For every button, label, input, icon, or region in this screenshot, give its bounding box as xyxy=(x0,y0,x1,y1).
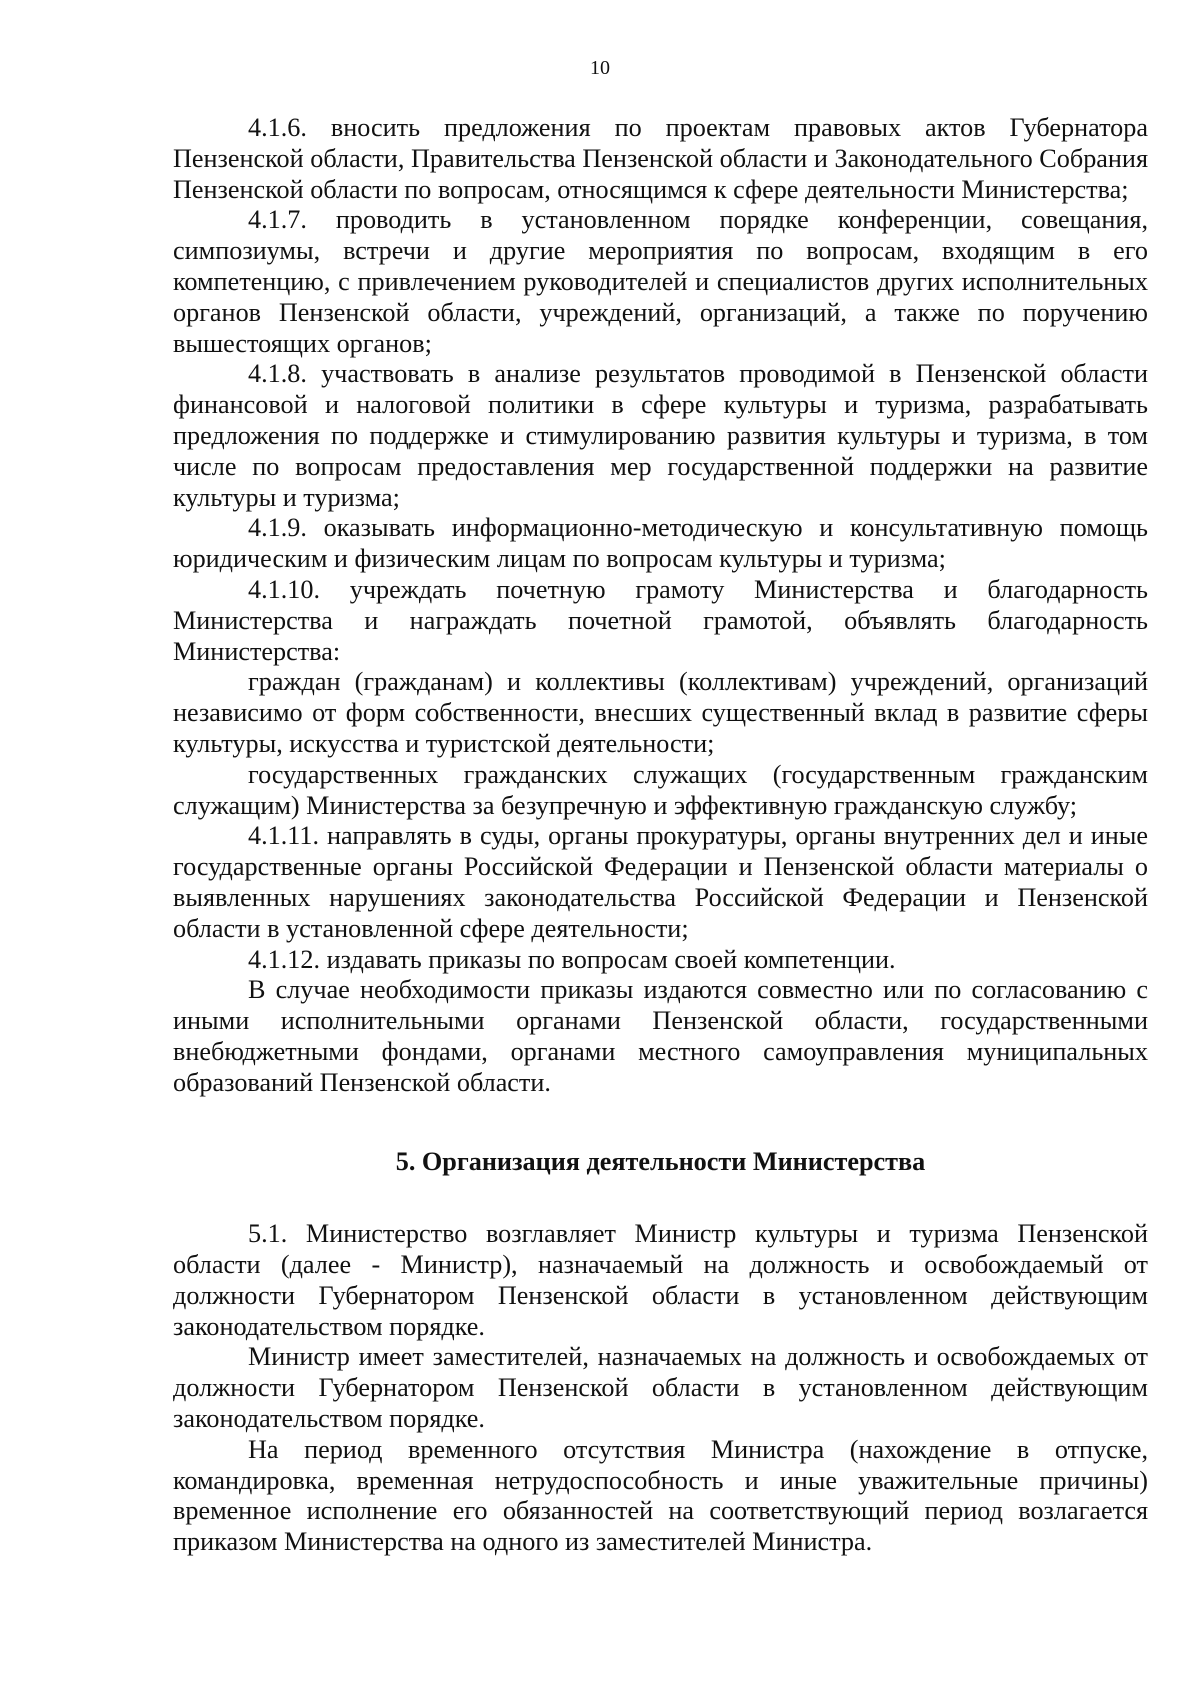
paragraph-4-1-9: 4.1.9. оказывать информационно-методическую и консультативную помощь юридическим и физическим лицам по вопросам культуры и туризма; xyxy=(173,513,1148,574)
paragraph-4-1-6: 4.1.6. вносить предложения по проектам правовых актов Губернатора Пензенской области, Правительства Пензенской области и Законодательного Собрания Пензенской области по вопросам, относящимся к сфере деятельности Министерства; xyxy=(173,113,1148,204)
paragraph-4-1-12: 4.1.12. издавать приказы по вопросам своей компетенции. xyxy=(248,944,896,974)
paragraph-4-1-10: 4.1.10. учреждать почетную грамоту Министерства и благодарность Министерства и награждать почетной грамотой, объявлять благодарность Министерства: xyxy=(173,574,1148,666)
paragraph-4-1-11: 4.1.11. направлять в суды, органы прокуратуры, органы внутренних дел и иные государственные органы Российской Федерации и Пензенской области материалы о выявленных нарушениях законодательства Российской Федерации и Пензенской области в установленной сфере деятельности; xyxy=(173,821,1148,943)
document-body xyxy=(173,113,1148,1558)
paragraph-joint-orders: В случае необходимости приказы издаются совместно или по согласованию с иными исполнительными органами Пензенской области, государственными внебюджетными фондами, органами местного самоуправления муниципальных образований Пензенской области. xyxy=(173,975,1148,1097)
paragraph-citizens-collectives: граждан (гражданам) и коллективы (коллективам) учреждений, организаций независимо от форм собственности, внесших существенный вклад в развитие сферы культуры, искусства и туристской деятельности; xyxy=(173,667,1148,758)
paragraph-deputies: Министр имеет заместителей, назначаемых на должность и освобождаемых от должности Губернатором Пензенской области в установленном действующим законодательством порядке. xyxy=(173,1342,1148,1434)
paragraph-temporary-absence: На период временного отсутствия Министра (нахождение в отпуске, командировка, временная нетрудоспособность и иные уважительные причины) временное исполнение его обязанностей на соответствующий период возлагается приказом Министерства на одного из заместителей Министра. xyxy=(173,1434,1148,1557)
paragraph-civil-servants: государственных гражданских служащих (государственным гражданским служащим) Министерства за безупречную и эффективную гражданскую службу; xyxy=(173,759,1148,820)
paragraph-4-1-8: 4.1.8. участвовать в анализе результатов проводимой в Пензенской области финансовой и налоговой политики в сфере культуры и туризма, разрабатывать предложения по поддержке и стимулированию развития культуры и туризма, в том числе по вопросам предоставления мер государственной поддержки на развитие культуры и туризма; xyxy=(173,359,1148,512)
section-5-heading: 5. Организация деятельности Министерства xyxy=(395,1146,926,1176)
paragraph-4-1-7: 4.1.7. проводить в установленном порядке конференции, совещания, симпозиумы, встречи и другие мероприятия по вопросам, входящим в его компетенцию, с привлечением руководителей и специалистов других исполнительных органов Пензенской области, учреждений, организаций, а также по поручению вышестоящих органов; xyxy=(173,205,1148,358)
paragraph-5-1: 5.1. Министерство возглавляет Министр культуры и туризма Пензенской области (далее - Министр), назначаемый на должность и освобождаемый от должности Губернатором Пензенской области в установленном действующим законодательством порядке. xyxy=(173,1219,1148,1341)
page-number: 10 xyxy=(590,57,610,79)
